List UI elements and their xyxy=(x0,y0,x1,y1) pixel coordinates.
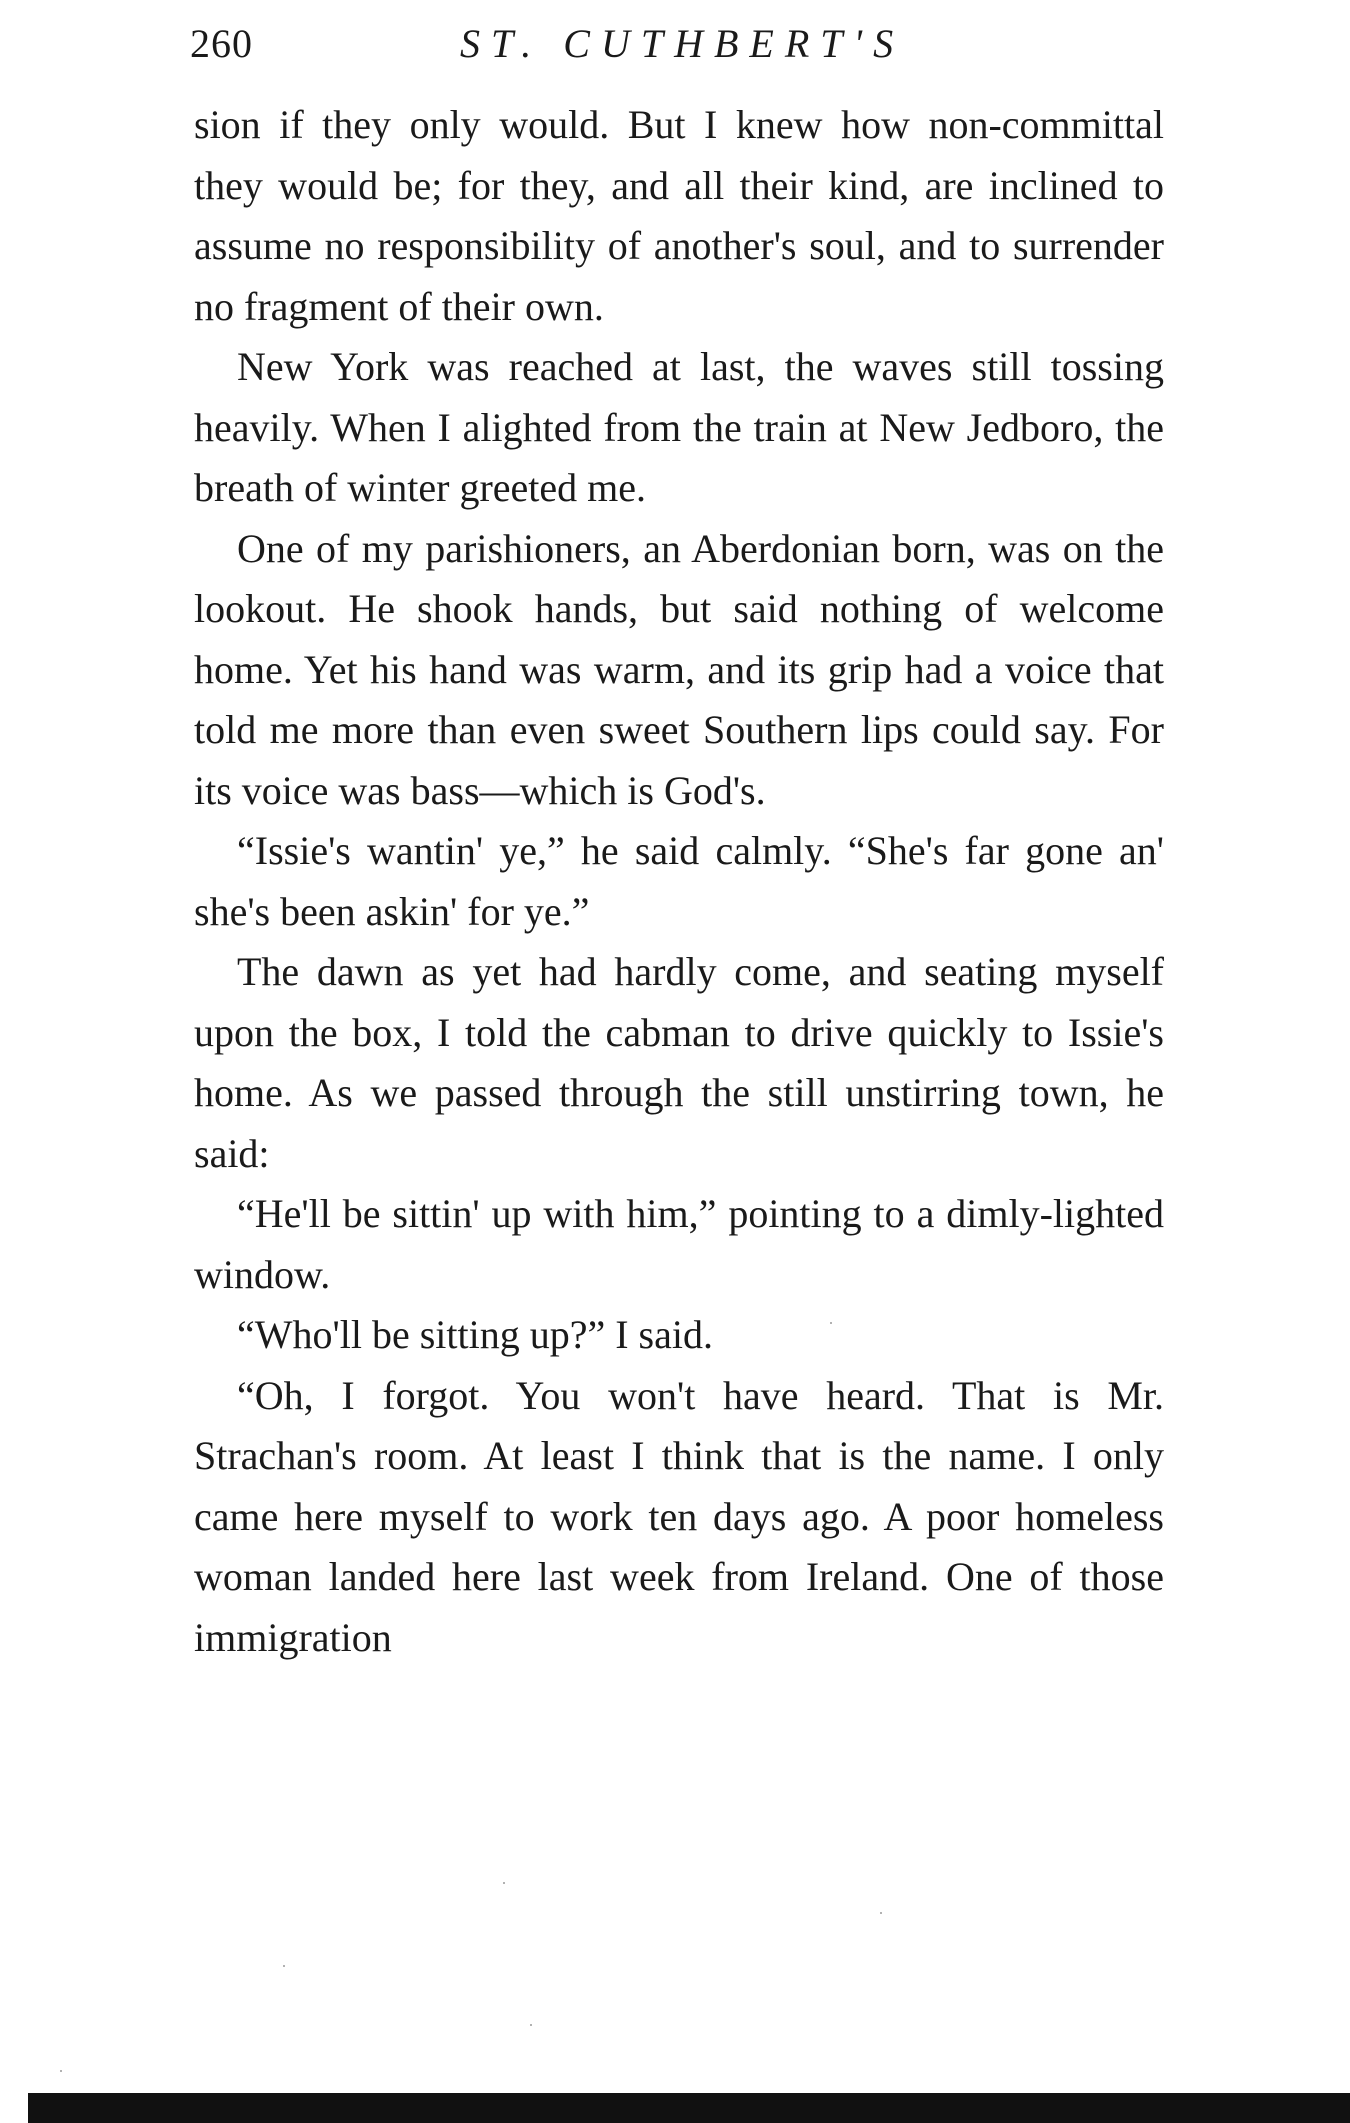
paragraph: One of my parishioners, an Aberdonian born, was on the lookout. He shook hands, but said nothing of welcome home. Yet his hand was warm, and its grip had a voice that told me more than even sweet Southern lips could say. For its voice was bass—which is God's. xyxy=(194,525,1164,813)
running-title: ST. CUTHBERT'S xyxy=(460,21,905,66)
paragraph: sion if they only would. But I knew how non-committal they would be; for they, and all their kind, are inclined to assume no responsibility of another's soul, and to surrender no fragment of their own. xyxy=(194,102,1164,329)
paper-speck xyxy=(830,1322,832,1324)
paper-speck xyxy=(283,1965,285,1967)
paragraph: “Oh, I forgot. You won't have heard. That is Mr. Strachan's room. At least I think that is the name. I only came here myself to work ten days ago. A poor homeless woman landed here last week from Ireland. One of those immigration xyxy=(194,1372,1164,1660)
paragraph: New York was reached at last, the waves still tossing heavily. When I alighted from the train at New Jedboro, the breath of winter greeted me. xyxy=(194,344,1164,510)
paper-speck xyxy=(503,1882,505,1884)
paragraph: The dawn as yet had hardly come, and seating myself upon the box, I told the cabman to drive quickly to Issie's home. As we passed through the still unstirring town, he said: xyxy=(194,949,1164,1176)
paper-speck xyxy=(530,2024,532,2026)
page-header xyxy=(190,12,1170,82)
paragraph: “Issie's wantin' ye,” he said calmly. “She's far gone an' she's been askin' for ye.” xyxy=(194,828,1164,934)
paper-speck xyxy=(60,2070,62,2072)
scan-edge-bar xyxy=(28,2093,1350,2123)
paper-speck xyxy=(880,1912,882,1914)
body-text xyxy=(194,95,1164,1668)
paragraph: “He'll be sittin' up with him,” pointing to a dimly-lighted window. xyxy=(194,1191,1164,1297)
paragraph: “Who'll be sitting up?” I said. xyxy=(237,1312,713,1357)
page-number: 260 xyxy=(190,21,253,66)
